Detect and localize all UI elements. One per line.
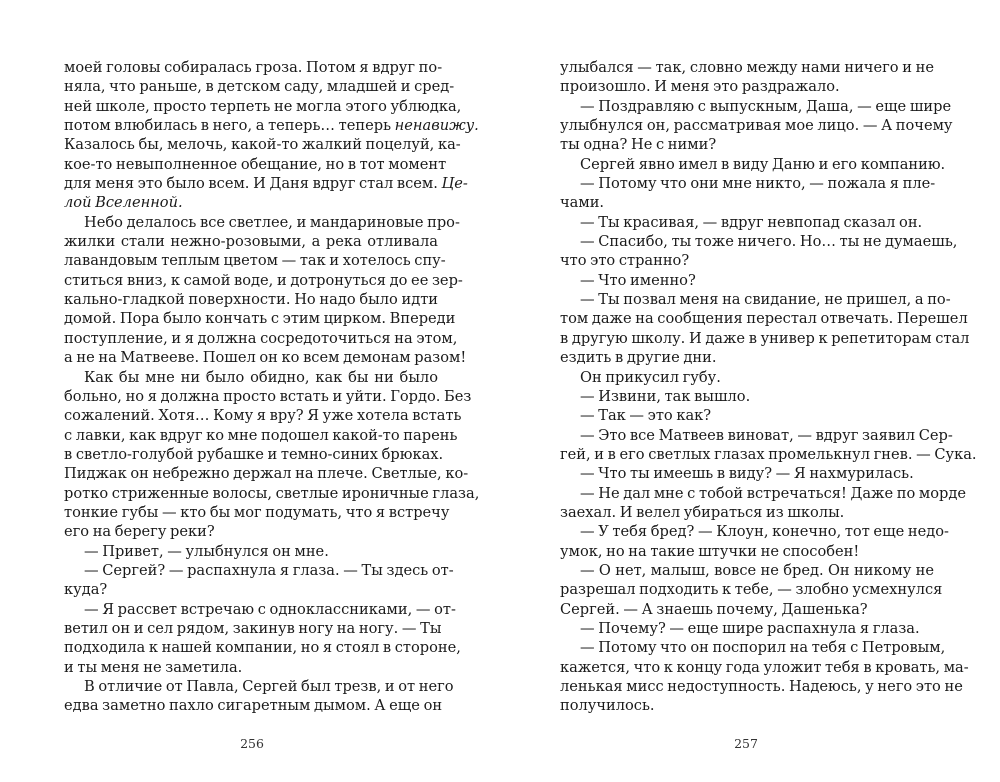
text-line: — Почему? — еще шире распахнула я глаза. [580,619,920,637]
text-line: моей головы собиралась гроза. Потом я вдруг по- [64,59,443,76]
text-line: куда? [64,581,108,599]
text-line: кое-то невыполненное обещание, но в тот момент [64,155,447,173]
text-line: ленькая мисс недоступность. Надеюсь, у него это не [560,678,963,695]
text-line: Пиджак он небрежно держал на плече. Светлые, ко- [64,465,469,483]
text-line: — Поздравляю с выпускным, Даша, — еще шире [580,97,952,115]
text-line: тонкие губы — кто бы мог подумать, что я встречу [64,503,450,521]
text-line: — Ты позвал меня на свидание, не пришел, а по- [580,291,951,309]
text-line: Он прикусил губу. [580,368,721,386]
text-line: — Не дал мне с тобой встречаться! Даже по морде [580,484,967,502]
text-line: чами. [560,194,605,212]
left-page-number: 256 [240,736,264,751]
text-line: — Что ты имеешь в виду? — Я нахмурилась. [580,465,914,483]
text-line: ротко стриженные волосы, светлые ироничные глаза, [64,484,480,502]
text-line: произошло. И меня это раздражало. [560,78,840,96]
text-line: что это странно? [560,252,690,270]
text-line: в другую школу. И даже в универ к репетиторам стал [560,329,970,347]
text-line: — Извини, так вышло. [580,387,751,405]
left-page [64,58,480,716]
text-line: ститься вниз, к самой воде, и дотронуться до ее зер- [64,271,463,289]
text-line: домой. Пора было кончать с этим цирком. Впереди [64,310,456,328]
text-line: подходила к нашей компании, но я стоял в стороне, [64,639,461,657]
text-line: в светло-голубой рубашке и темно-синих брюках. [64,445,444,463]
text-line: — Так — это как? [580,407,712,425]
text-line: кажется, что к концу года уложит тебя в кровать, ма- [560,658,969,676]
text-line: — Привет, — улыбнулся он мне. [84,542,329,560]
text-line: заехал. И велел убираться из школы. [560,503,845,521]
text-line: улыбнулся он, рассматривая мое лицо. — А почему [560,117,953,135]
text-line: кально-гладкой поверхности. Но надо было идти [64,291,438,309]
text-line: — О нет, малыш, вовсе не бред. Он никому не [580,561,934,579]
text-line: том даже на сообщения перестал отвечать. Перешел [560,310,968,328]
text-line: — У тебя бред? — Клоун, конечно, тот еще недо- [580,523,949,541]
text-line: едва заметно пахло сигаретным дымом. А еще он [64,697,443,715]
text-line: — Сергей? — распахнула я глаза. — Ты здесь от- [84,561,454,579]
text-line: — Что именно? [580,271,696,289]
text-line: с лавки, как вдруг ко мне подошел какой-то парень [64,426,458,444]
text-line: умок, но на такие штучки не способен! [560,542,860,560]
text-line: Сергей явно имел в виду Даню и его компанию. [580,155,946,173]
text-line: получилось. [560,697,655,715]
text-line: лой Вселенной. [64,194,183,212]
text-line: Как бы мне ни было обидно, как бы ни было [84,368,438,386]
text-line: Небо делалось все светлее, и мандариновые про- [84,213,460,231]
text-line: больно, но я должна просто встать и уйти. Гордо. Без [64,387,472,405]
text-line: для меня это было всем. И Даня вдруг стал всем. Це- [64,175,468,193]
text-line: В отличие от Павла, Сергей был трезв, и от него [84,678,454,695]
text-line: сожалений. Хотя… Кому я вру? Я уже хотела встать [64,407,462,425]
text-line: — Ты красивая, — вдруг невпопад сказал он. [580,213,923,231]
text-line: — Это все Матвеев виноват, — вдруг заявил Сер- [580,426,953,444]
text-line: — Потому что он поспорил на тебя с Петровым, [580,639,946,657]
text-line: — Спасибо, ты тоже ничего. Но… ты не думаешь, [580,233,958,251]
text-line: Сергей. — А знаешь почему, Дашенька? [560,600,868,618]
text-line: ездить в другие дни. [560,349,717,367]
right-page [560,58,977,716]
text-line: Казалось бы, мелочь, какой-то жалкий поцелуй, ка- [64,136,461,154]
text-line: ты одна? Не с ними? [560,136,717,154]
text-line: — Я рассвет встречаю с одноклассниками, — от- [84,600,456,618]
text-line: жилки стали нежно-розовыми, а река отливала [64,233,438,251]
text-line: а не на Матвееве. Пошел он ко всем демонам разом! [64,349,467,367]
text-line: и ты меня не заметила. [64,658,243,676]
text-line: его на берегу реки? [64,523,215,541]
text-line: потом влюбилась в него, а теперь… теперь ненавижу. [64,117,479,135]
text-line: улыбался — так, словно между нами ничего и не [560,59,934,76]
text-line: лавандовым теплым цветом — так и хотелось спу- [64,252,446,270]
text-line: ветил он и сел рядом, закинув ногу на ногу. — Ты [64,619,442,637]
right-page-number: 257 [734,736,758,751]
text-line: няла, что раньше, в детском саду, младшей и сред- [64,78,455,96]
text-line: — Потому что они мне никто, — пожала я пле- [580,175,936,193]
text-line: гей, и в его светлых глазах промелькнул гнев. — Сука. [560,445,977,463]
text-line: поступление, и я должна сосредоточиться на этом, [64,329,458,347]
text-line: разрешал подходить к тебе, — злобно усмехнулся [560,581,943,599]
text-line: ней школе, просто терпеть не могла этого ублюдка, [64,97,462,115]
